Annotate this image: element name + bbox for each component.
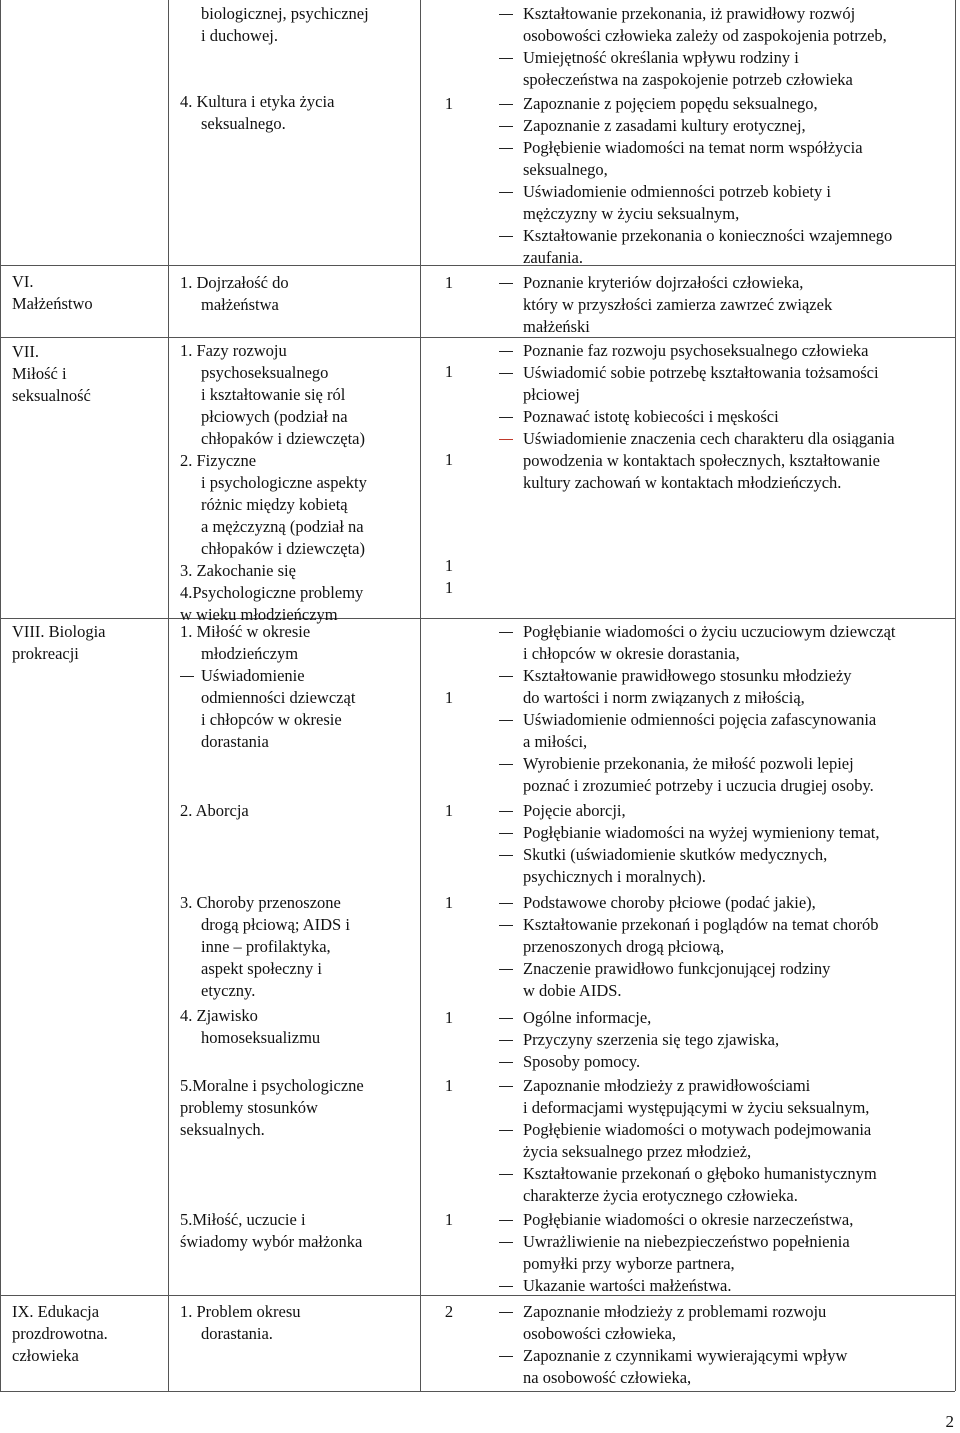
hours-value: 1 — [444, 1008, 454, 1027]
section-label-line: IX. Edukacja — [12, 1302, 100, 1321]
objective-line: Uświadomienie znaczenia cech charakteru dla osiągania — [499, 428, 959, 450]
topic-line: 1. Dojrzałość do — [180, 273, 289, 292]
dash-bullet — [499, 1356, 513, 1357]
topic-line: seksualnego. — [201, 114, 286, 133]
objective-line: Znaczenie prawidłowo funkcjonującej rodziny — [499, 958, 959, 980]
hours-value: 1 — [444, 801, 454, 820]
objective-line: psychicznych i moralnych). — [523, 867, 706, 886]
dash-bullet — [499, 1086, 513, 1087]
dash-bullet — [499, 192, 513, 193]
objective-line: Poznawać istotę kobiecości i męskości — [499, 406, 959, 428]
topic-cell — [180, 272, 420, 316]
objective-line: płciowej — [523, 385, 580, 404]
dash-bullet — [499, 1040, 513, 1041]
objective-line: Poznanie faz rozwoju psychoseksualnego człowieka — [499, 340, 959, 362]
topic-line: chłopaków i dziewczęta) — [201, 539, 366, 558]
section-label — [12, 271, 157, 315]
objective-line: Sposoby pomocy. — [499, 1051, 959, 1073]
hours-value: 1 — [444, 94, 454, 113]
objective-line: powodzenia w kontaktach społecznych, kształtowanie — [523, 451, 880, 470]
hours-value: 1 — [444, 1210, 454, 1229]
objective-line: Zapoznanie młodzieży z problemami rozwoju — [499, 1301, 959, 1323]
objective-line: na osobowość człowieka, — [523, 1368, 692, 1387]
objective-line: a miłości, — [523, 732, 588, 751]
topic-cell — [180, 1075, 420, 1141]
topic-line: a mężczyzną (podział na — [201, 517, 364, 536]
objective-line: Pogłębienie wiadomości o motywach podejmowania — [499, 1119, 959, 1141]
objectives-cell — [499, 1209, 959, 1297]
section-label — [12, 621, 157, 665]
dash-bullet — [499, 855, 513, 856]
topic-cell — [180, 340, 420, 626]
dash-bullet — [499, 14, 513, 15]
topic-line: 1. Fazy rozwoju — [180, 341, 287, 360]
section-label — [12, 1301, 157, 1367]
objective-line: Pogłębianie wiadomości na wyżej wymieniony temat, — [499, 822, 959, 844]
topic-cell — [180, 892, 420, 1002]
topic-cell — [180, 1301, 420, 1345]
dash-bullet — [499, 148, 513, 149]
objective-line: Zapoznanie młodzieży z prawidłowościami — [499, 1075, 959, 1097]
section-label-line: VI. — [12, 272, 34, 291]
dash-bullet — [499, 1130, 513, 1131]
dash-bullet — [499, 720, 513, 721]
objectives-cell — [499, 1075, 959, 1207]
hours-value: 2 — [444, 1302, 454, 1321]
table-border-bottom — [0, 1391, 955, 1392]
dash-bullet — [499, 903, 513, 904]
objective-line: Podstawowe choroby płciowe (podać jakie), — [499, 892, 959, 914]
objective-line: Wyrobienie przekonania, że miłość pozwoli lepiej — [499, 753, 959, 775]
hours-value: 1 — [444, 556, 454, 575]
objective-line: kultury zachowań w kontaktach młodzieńczych. — [523, 473, 842, 492]
hours-value: 1 — [444, 1076, 454, 1095]
objective-line: przenoszonych drogą płciową, — [523, 937, 725, 956]
topic-line: 3. Choroby przenoszone — [180, 893, 341, 912]
topic-line: chłopaków i dziewczęta) — [201, 429, 366, 448]
dash-bullet — [499, 833, 513, 834]
dash-bullet — [499, 632, 513, 633]
section-label-line: Miłość i — [12, 364, 67, 383]
dash-bullet — [499, 283, 513, 284]
objective-line: Umiejętność określania wpływu rodziny i — [499, 47, 959, 69]
topic-line: płciowych (podział na — [201, 407, 348, 426]
page-number: 2 — [945, 1412, 954, 1431]
topic-line: 1. Problem okresu — [180, 1302, 301, 1321]
objective-line: Kształtowanie przekonania, iż prawidłowy rozwój — [499, 3, 959, 25]
dash-bullet — [499, 373, 513, 374]
objective-line: społeczeństwa na zaspokojenie potrzeb człowieka — [523, 70, 853, 89]
topic-cell — [180, 621, 420, 753]
dash-bullet — [499, 236, 513, 237]
topic-line: 4. Zjawisko — [180, 1006, 258, 1025]
objective-line: poznać i zrozumieć potrzeby i uczucia drugiej osoby. — [523, 776, 874, 795]
objective-line: w dobie AIDS. — [523, 981, 622, 1000]
dash-bullet — [499, 58, 513, 59]
objective-line: i chłopców w okresie dorastania, — [523, 644, 740, 663]
objective-line: do wartości i norm związanych z miłością, — [523, 688, 805, 707]
topic-line: psychoseksualnego — [201, 363, 329, 382]
objective-line: seksualnego, — [523, 160, 608, 179]
objective-line: Uświadomienie odmienności potrzeb kobiety i — [499, 181, 959, 203]
objective-line: Poznanie kryteriów dojrzałości człowieka, — [499, 272, 959, 294]
topic-line: 4. Kultura i etyka życia — [180, 92, 335, 111]
topic-cell — [180, 1005, 420, 1049]
objectives-cell — [499, 621, 959, 797]
objective-line: Pogłębianie wiadomości o życiu uczuciowym dziewcząt — [499, 621, 959, 643]
objectives-cell — [499, 1007, 959, 1073]
dash-bullet — [499, 104, 513, 105]
topic-line: i chłopców w okresie — [201, 710, 342, 729]
objective-line: Zapoznanie z zasadami kultury erotycznej, — [499, 115, 959, 137]
objectives-cell — [499, 800, 959, 888]
section-label-line: VII. — [12, 342, 40, 361]
section-label-line: człowieka — [12, 1346, 79, 1365]
objective-line: małżeński — [523, 317, 590, 336]
objective-line: Uświadomić sobie potrzebę kształtowania tożsamości — [499, 362, 959, 384]
objective-line: Ogólne informacje, — [499, 1007, 959, 1029]
objective-line: który w przyszłości zamierza zawrzeć związek — [523, 295, 833, 314]
topic-line: i kształtowanie się ról — [201, 385, 346, 404]
topic-line: różnic między kobietą — [201, 495, 348, 514]
section-label — [12, 341, 157, 407]
objectives-cell — [499, 1301, 959, 1389]
section-label-line: Małżeństwo — [12, 294, 93, 313]
section-label-line: prozdrowotna. — [12, 1324, 108, 1343]
topic-line: etyczny. — [201, 981, 256, 1000]
topic-line: problemy stosunków — [180, 1098, 318, 1117]
objective-line: zaufania. — [523, 248, 583, 267]
topic-line: inne – profilaktyka, — [201, 937, 331, 956]
topic-line: aspekt społeczny i — [201, 959, 322, 978]
dash-bullet — [499, 925, 513, 926]
objective-line: Skutki (uświadomienie skutków medycznych, — [499, 844, 959, 866]
dash-bullet — [499, 351, 513, 352]
topic-line: dorastania — [201, 732, 269, 751]
topic-line: świadomy wybór małżonka — [180, 1232, 363, 1251]
topic-line: 2. Aborcja — [180, 801, 249, 820]
topic-line: dorastania. — [201, 1324, 273, 1343]
hours-value: 1 — [444, 578, 454, 597]
dash-bullet — [499, 1174, 513, 1175]
objective-line: Kształtowanie przekonania o konieczności wzajemnego — [499, 225, 959, 247]
objectives-cell — [499, 3, 959, 91]
objective-line: Uwrażliwienie na niebezpieczeństwo popełnienia — [499, 1231, 959, 1253]
topic-line: odmienności dziewcząt — [201, 688, 356, 707]
topic-cell — [180, 800, 420, 822]
objective-line: Pojęcie aborcji, — [499, 800, 959, 822]
dash-bullet — [499, 764, 513, 765]
topic-line: Uświadomienie — [201, 666, 305, 685]
topic-line: 1. Miłość w okresie — [180, 622, 311, 641]
topic-line: 2. Fizyczne — [180, 451, 257, 470]
objective-line: Kształtowanie przekonań o głęboko humanistycznym — [499, 1163, 959, 1185]
topic-line: i duchowej. — [201, 26, 278, 45]
objective-line: mężczyzny w życiu seksualnym, — [523, 204, 740, 223]
hours-value: 1 — [444, 893, 454, 912]
topic-line: biologicznej, psychicznej — [201, 4, 369, 23]
objective-line: Kształtowanie prawidłowego stosunku młodzieży — [499, 665, 959, 687]
hours-value: 1 — [444, 688, 454, 707]
section-label-line: prokreacji — [12, 644, 79, 663]
topic-line: i psychologiczne aspekty — [201, 473, 367, 492]
dash-bullet — [499, 969, 513, 970]
dash-bullet — [180, 676, 194, 677]
objectives-cell — [499, 272, 959, 338]
dash-bullet — [499, 1242, 513, 1243]
table-border-left — [0, 0, 1, 1391]
topic-line: w wieku młodzieńczym — [180, 605, 338, 624]
hours-value: 1 — [444, 450, 454, 469]
topic-line: młodzieńczym — [201, 644, 299, 663]
objective-line: charakterze życia erotycznego człowieka. — [523, 1186, 798, 1205]
dash-bullet — [499, 439, 513, 440]
topic-line: seksualnych. — [180, 1120, 265, 1139]
topic-line: 3. Zakochanie się — [180, 561, 296, 580]
topic-line: 5.Miłość, uczucie i — [180, 1210, 306, 1229]
hours-value: 1 — [444, 273, 454, 292]
objective-line: życia seksualnego przez młodzież, — [523, 1142, 752, 1161]
section-label-line: seksualność — [12, 386, 91, 405]
objective-line: i deformacjami występującymi w życiu seksualnym, — [523, 1098, 870, 1117]
objectives-cell — [499, 340, 959, 494]
topic-cell — [180, 91, 420, 135]
objective-line: Pogłębianie wiadomości o okresie narzeczeństwa, — [499, 1209, 959, 1231]
objective-line: Przyczyny szerzenia się tego zjawiska, — [499, 1029, 959, 1051]
topic-line: drogą płciową; AIDS i — [201, 915, 350, 934]
dash-bullet — [499, 1062, 513, 1063]
topic-cell — [180, 1209, 420, 1253]
topic-line: małżeństwa — [201, 295, 279, 314]
topic-line: homoseksualizmu — [201, 1028, 321, 1047]
objective-line: osobowości człowieka, — [523, 1324, 677, 1343]
topic-line: 5.Moralne i psychologiczne — [180, 1076, 364, 1095]
dash-bullet — [499, 126, 513, 127]
objective-line: Zapoznanie z czynnikami wywierającymi wpływ — [499, 1345, 959, 1367]
objective-line: osobowości człowieka zależy od zaspokojenia potrzeb, — [523, 26, 887, 45]
dash-bullet — [499, 1286, 513, 1287]
section-label-line: VIII. Biologia — [12, 622, 106, 641]
column-divider-2 — [420, 0, 421, 1391]
topic-line: 4.Psychologiczne problemy — [180, 583, 364, 602]
objectives-cell — [499, 892, 959, 1002]
dash-bullet — [499, 676, 513, 677]
dash-bullet — [499, 1312, 513, 1313]
dash-bullet — [499, 1220, 513, 1221]
dash-bullet — [499, 417, 513, 418]
objective-line: Ukazanie wartości małżeństwa. — [499, 1275, 959, 1297]
objective-line: Pogłębienie wiadomości na temat norm współżycia — [499, 137, 959, 159]
column-divider-1 — [168, 0, 169, 1391]
dash-bullet — [499, 1018, 513, 1019]
objective-line: Uświadomienie odmienności pojęcia zafascynowania — [499, 709, 959, 731]
objectives-cell — [499, 93, 959, 269]
objective-line: pomyłki przy wyborze partnera, — [523, 1254, 735, 1273]
row-divider — [0, 618, 955, 619]
topic-cell — [201, 3, 441, 47]
dash-bullet — [499, 811, 513, 812]
objective-line: Kształtowanie przekonań i poglądów na temat chorób — [499, 914, 959, 936]
hours-value: 1 — [444, 362, 454, 381]
objective-line: Zapoznanie z pojęciem popędu seksualnego, — [499, 93, 959, 115]
